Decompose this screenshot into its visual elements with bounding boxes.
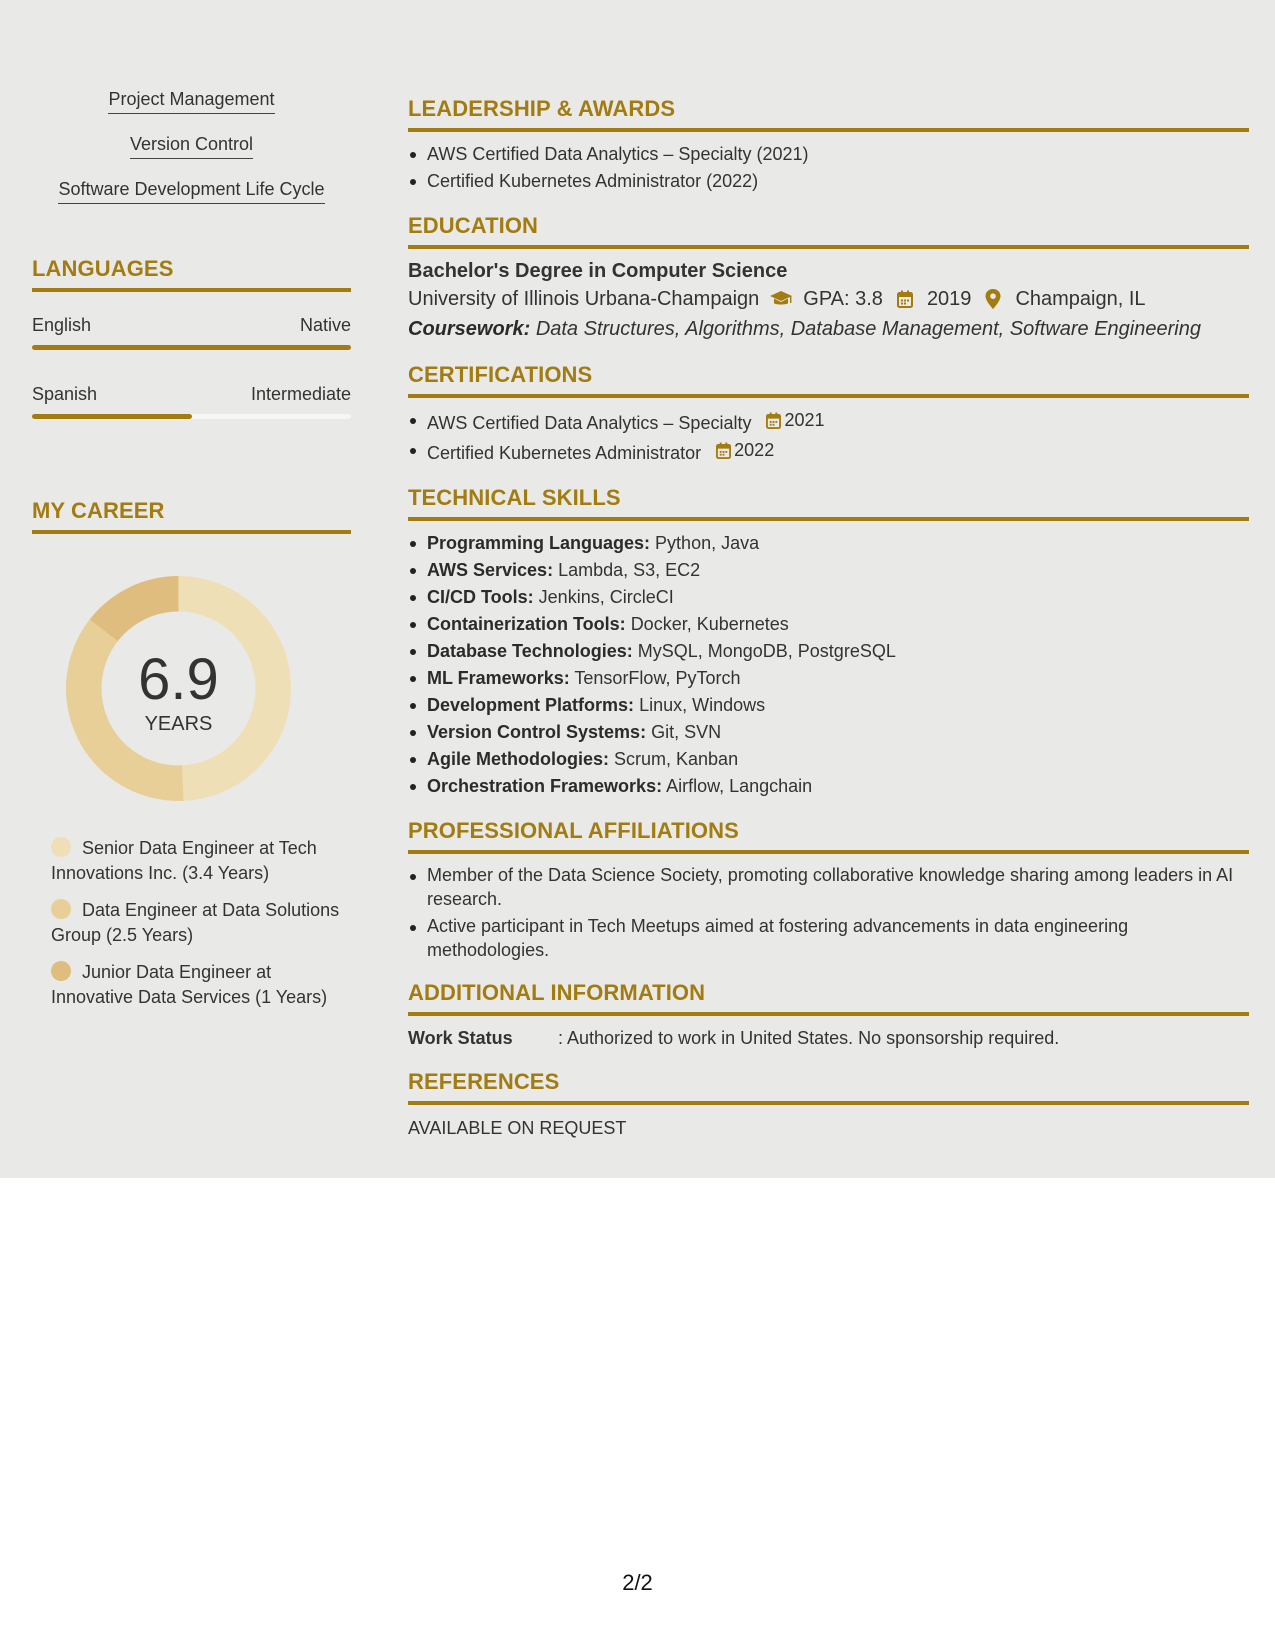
list-item — [408, 692, 1249, 719]
list-item — [408, 530, 1249, 557]
skill-category-value: Python, Java — [655, 533, 760, 553]
skill-item: Project Management — [32, 88, 351, 133]
career-section-title: MY CAREER — [32, 498, 351, 534]
skill-category-label: Database Technologies: — [427, 641, 633, 661]
legend-dot-icon — [51, 899, 71, 919]
certification-name: Certified Kubernetes Administrator — [427, 443, 702, 463]
education-details — [408, 284, 1249, 314]
list-item: AWS Certified Data Analytics – Specialty (2021) — [408, 141, 1249, 168]
calendar-icon — [766, 412, 781, 429]
list-item — [408, 437, 1249, 467]
skill-category-label: Agile Methodologies: — [427, 749, 609, 769]
calendar-icon — [893, 289, 917, 309]
legend-dot-icon — [51, 837, 71, 857]
skill-category-value: MySQL, MongoDB, PostgreSQL — [637, 641, 896, 661]
language-proficiency-bar — [32, 414, 351, 419]
coursework-label: Coursework: — [408, 318, 531, 340]
skill-category-value: Docker, Kubernetes — [630, 614, 789, 634]
graduation-cap-icon — [769, 289, 793, 309]
work-status-row — [408, 1025, 1249, 1051]
skill-category-value: Airflow, Langchain — [666, 776, 813, 796]
language-name: English — [32, 315, 92, 335]
skill-category-value: Scrum, Kanban — [614, 749, 739, 769]
language-level: Intermediate — [250, 384, 351, 404]
skill-category-label: AWS Services: — [427, 560, 554, 580]
page-number: 2/2 — [622, 1570, 653, 1595]
right-column — [408, 96, 1249, 1159]
language-level: Native — [299, 315, 351, 335]
skill-category-value: Lambda, S3, EC2 — [558, 560, 701, 580]
section-title: ADDITIONAL INFORMATION — [408, 980, 1249, 1016]
coursework — [408, 314, 1249, 344]
skill-item: Software Development Life Cycle — [32, 178, 351, 223]
list-item: Active participant in Tech Meetups aimed at fostering advancements in data engineering methodologies. — [408, 914, 1249, 962]
career-legend-item: Senior Data Engineer at Tech Innovations Inc. (3.4 Years) — [51, 838, 317, 883]
list-item — [408, 557, 1249, 584]
list-item — [408, 773, 1249, 800]
certification-name: AWS Certified Data Analytics – Specialty — [427, 413, 752, 433]
location-pin-icon — [981, 289, 1005, 309]
skill-category-value: Linux, Windows — [639, 695, 766, 715]
skill-category-label: Version Control Systems: — [427, 722, 647, 742]
skill-category-label: ML Frameworks: — [427, 668, 570, 688]
language-row-english — [32, 314, 351, 350]
language-row-spanish — [32, 383, 351, 419]
career-legend-item: Junior Data Engineer at Innovative Data Services (1 Years) — [51, 962, 328, 1007]
language-name: Spanish — [32, 384, 98, 404]
career-legend — [51, 836, 351, 1022]
language-proficiency-fill — [32, 414, 192, 419]
leadership-section — [408, 96, 1249, 195]
skill-category-value: Jenkins, CircleCI — [538, 587, 674, 607]
school-location: Champaign, IL — [1015, 288, 1146, 310]
skill-category-label: Programming Languages: — [427, 533, 651, 553]
list-item — [408, 719, 1249, 746]
list-item: Member of the Data Science Society, promoting collaborative knowledge sharing among leaders in AI research. — [408, 863, 1249, 911]
legend-dot-icon — [51, 961, 71, 981]
work-status-label: Work Status — [408, 1028, 513, 1048]
education-section — [408, 213, 1249, 344]
skill-category-label: Orchestration Frameworks: — [427, 776, 663, 796]
affiliations-section — [408, 818, 1249, 962]
calendar-icon — [716, 442, 731, 459]
school-name: University of Illinois Urbana-Champaign — [408, 288, 760, 310]
list-item — [408, 746, 1249, 773]
list-item — [408, 584, 1249, 611]
language-proficiency-fill — [32, 345, 351, 350]
list-item — [408, 407, 1249, 437]
skill-category-label: CI/CD Tools: — [427, 587, 534, 607]
list-item: Certified Kubernetes Administrator (2022) — [408, 168, 1249, 195]
degree-title: Bachelor's Degree in Computer Science — [408, 260, 788, 282]
skill-category-label: Development Platforms: — [427, 695, 635, 715]
career-total — [66, 648, 291, 736]
certification-year: 2022 — [734, 440, 775, 460]
list-item — [408, 611, 1249, 638]
work-status-value: : Authorized to work in United States. No sponsorship required. — [558, 1028, 1060, 1048]
certification-year: 2021 — [784, 410, 825, 430]
skill-item: Version Control — [32, 133, 351, 178]
technical-skills-list — [408, 530, 1249, 800]
coursework-value: Data Structures, Algorithms, Database Management, Software Engineering — [535, 318, 1201, 340]
section-title: REFERENCES — [408, 1069, 1249, 1105]
gpa-value: GPA: 3.8 — [803, 288, 883, 310]
skill-category-value: Git, SVN — [651, 722, 722, 742]
references-section — [408, 1069, 1249, 1141]
career-legend-item: Data Engineer at Data Solutions Group (2.5 Years) — [51, 900, 340, 945]
skill-category-label: Containerization Tools: — [427, 614, 626, 634]
section-title: EDUCATION — [408, 213, 1249, 249]
additional-info-section — [408, 980, 1249, 1051]
languages-section-title: LANGUAGES — [32, 256, 351, 292]
skill-category-value: TensorFlow, PyTorch — [574, 668, 741, 688]
section-title: TECHNICAL SKILLS — [408, 485, 1249, 521]
skill-list — [32, 88, 351, 223]
references-text: AVAILABLE ON REQUEST — [408, 1118, 627, 1138]
graduation-year: 2019 — [926, 288, 972, 310]
language-proficiency-bar — [32, 345, 351, 350]
certifications-section — [408, 362, 1249, 467]
career-total-unit: YEARS — [144, 713, 213, 735]
list-item — [408, 638, 1249, 665]
section-title: PROFESSIONAL AFFILIATIONS — [408, 818, 1249, 854]
section-title: LEADERSHIP & AWARDS — [408, 96, 1249, 132]
career-total-value: 6.9 — [138, 647, 219, 712]
section-title: CERTIFICATIONS — [408, 362, 1249, 398]
technical-skills-section — [408, 485, 1249, 800]
list-item — [408, 665, 1249, 692]
